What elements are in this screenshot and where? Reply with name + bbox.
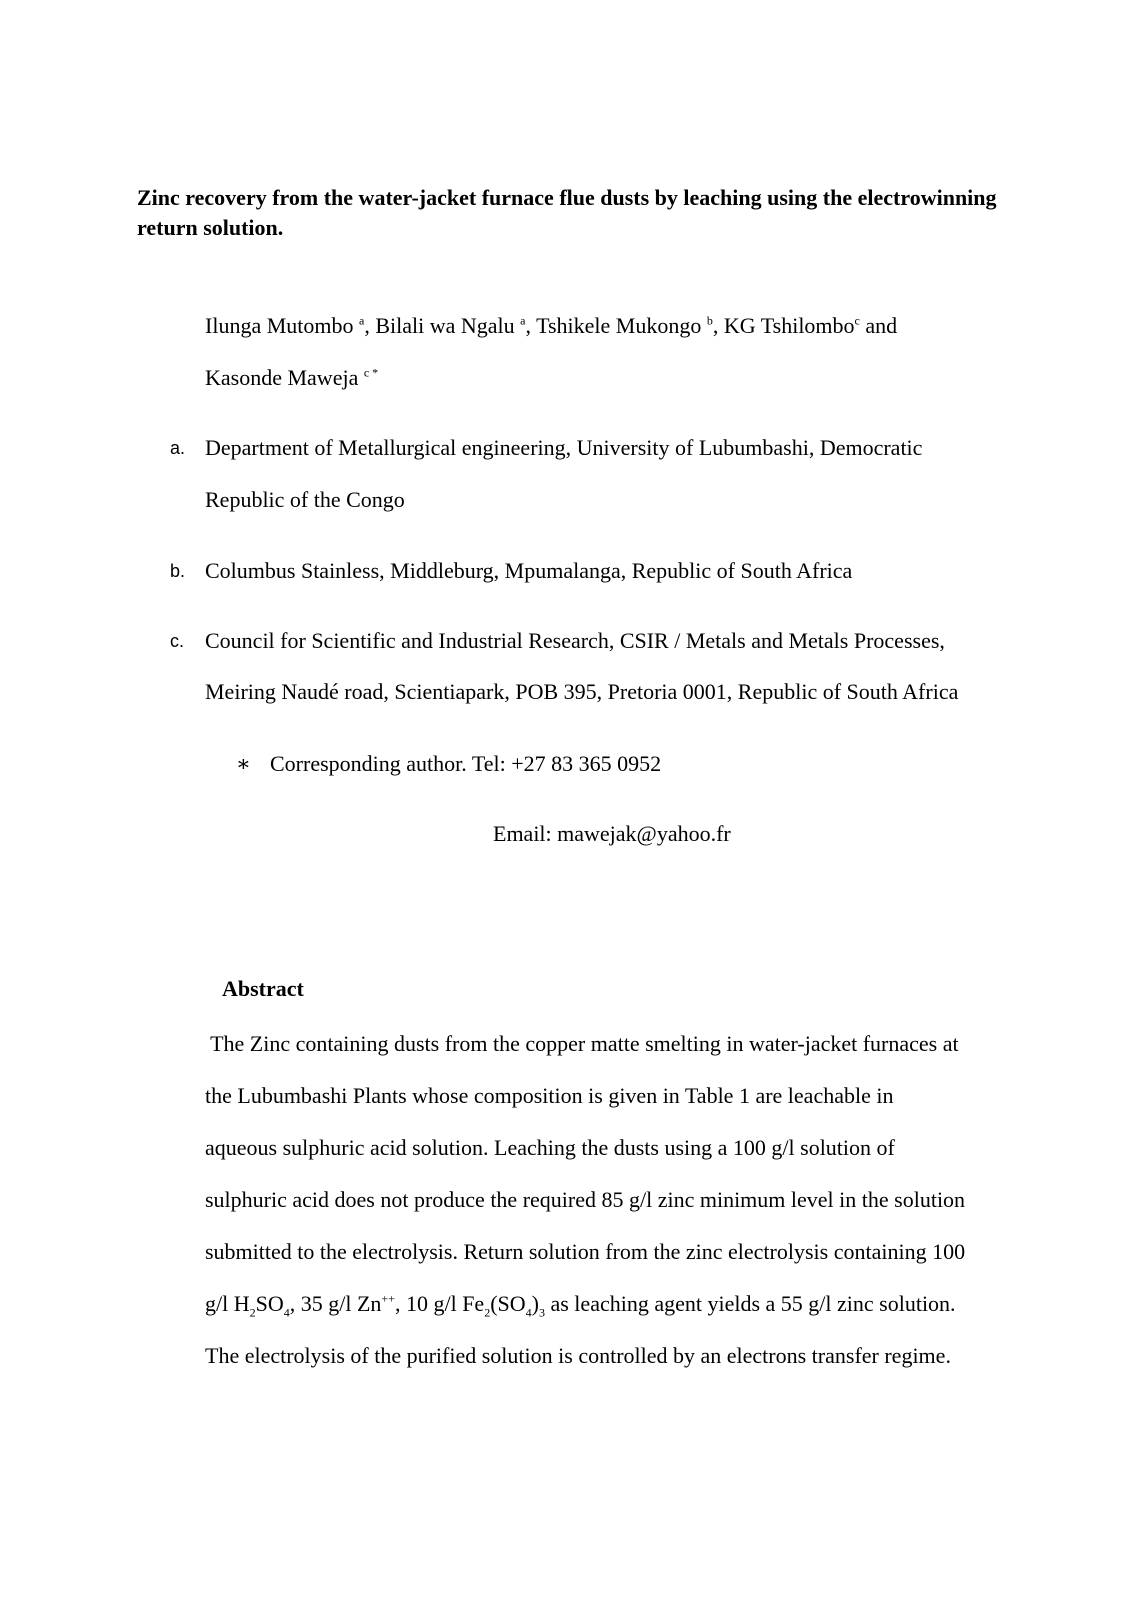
affiliation-letter: c. [170,631,185,651]
abstract-line: the Lubumbashi Plants whose composition is given in Table 1 are leachable in [205,1083,894,1108]
affiliation-text: Columbus Stainless, Middleburg, Mpumalanga, Republic of South Africa [205,558,853,583]
abstract-line: submitted to the electrolysis. Return solution from the zinc electrolysis containing 100 [205,1239,966,1264]
corresponding-email: Email: mawejak@yahoo.fr [493,821,731,846]
paper-title: Zinc recovery from the water-jacket furnace flue dusts by leaching using the electrowinning return solution. [137,185,997,240]
affiliation-letter: b. [170,561,186,581]
affiliation-text: Meiring Naudé road, Scientiapark, POB 395, Pretoria 0001, Republic of South Africa [205,679,959,704]
asterisk-bullet: ∗ [236,751,251,776]
abstract-line: sulphuric acid does not produce the required 85 g/l zinc minimum level in the solution [205,1187,966,1212]
affiliation-text: Republic of the Congo [205,487,405,512]
affiliation-text: Council for Scientific and Industrial Research, CSIR / Metals and Metals Processes, [205,628,945,653]
author-line: Kasonde Maweja $^{c *}$ [205,365,379,390]
abstract-line: The Zinc containing dusts from the copper matte smelting in water-jacket furnaces at [205,1031,959,1056]
abstract-line: The electrolysis of the purified solution is controlled by an electrons transfer regime. [205,1343,951,1368]
abstract-heading: Abstract [222,976,304,1001]
affiliation-text: Department of Metallurgical engineering, University of Lubumbashi, Democratic [205,435,923,460]
abstract-formula-line: g/l $H_2SO_4$, 35 g/l Zn++, 10 g/l $Fe_2(SO_4)_3$ as leaching agent yields a 55 g/l zinc solution. [205,1291,956,1320]
author-line: Ilunga Mutombo $^a$, Bilali wa Ngalu $^a$, Tshikele Mukongo $^b$, KG Tshilombo$^c$ and [205,313,898,338]
abstract-line: aqueous sulphuric acid solution. Leaching the dusts using a 100 g/l solution of [205,1135,895,1160]
affiliation-letter: a. [170,438,186,458]
corresponding-author: Corresponding author. Tel: +27 83 365 0952 [270,751,662,776]
